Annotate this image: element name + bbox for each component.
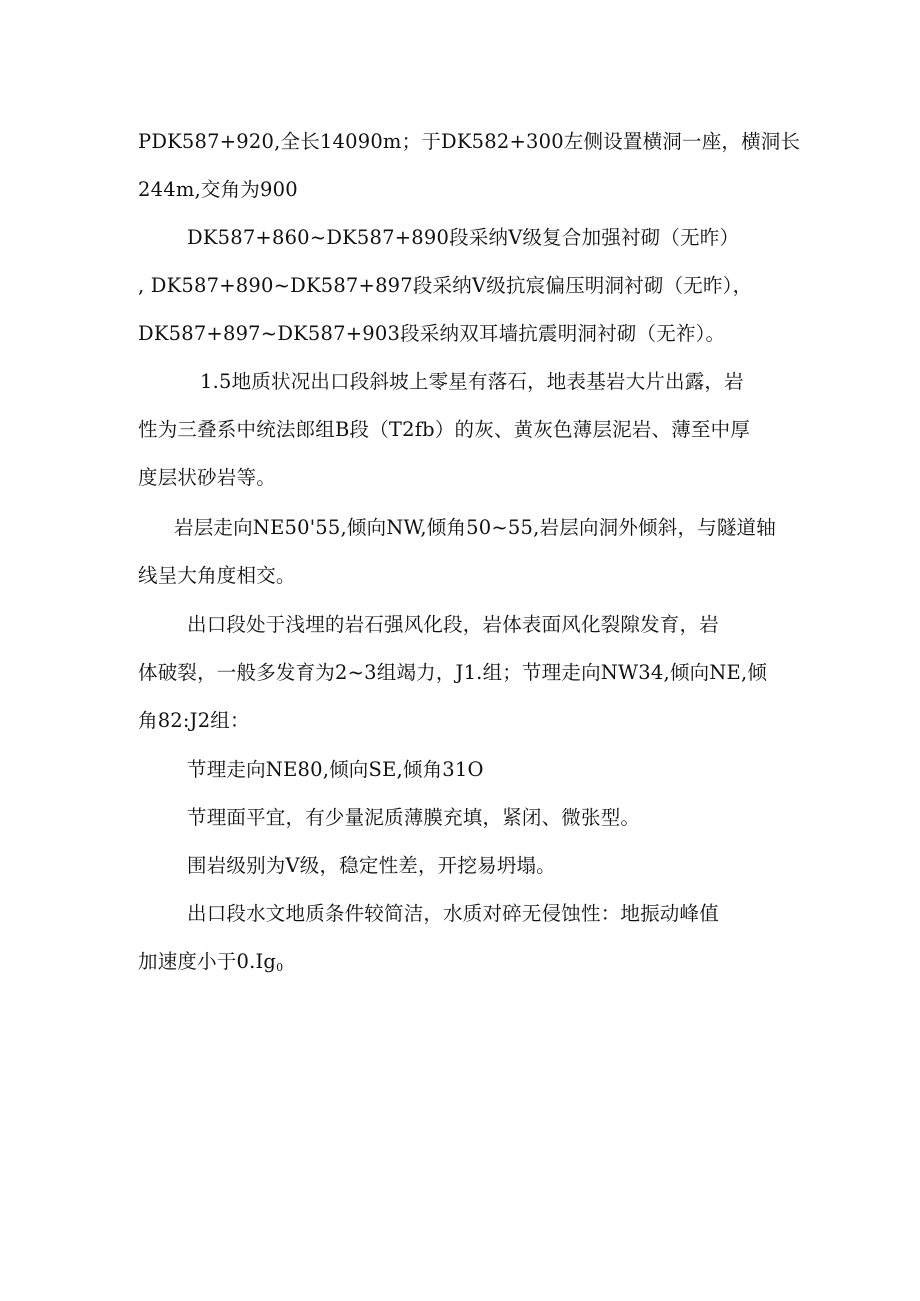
text-line-11: 出口段处于浅埋的岩石强风化段，岩体表面风化裂隙发育，岩 [187, 613, 719, 636]
text-line-18 [138, 950, 283, 980]
text-line-9: 岩层走向NE50'55,倾向NW,倾角50~55,岩层向洞外倾斜，与隧道轴 [174, 516, 776, 539]
text-line-17: 出口段水文地质条件较简洁，水质对碎无侵蚀性：地振动峰值 [187, 902, 719, 925]
text-line-3: DK587+860~DK587+890段采纳V级复合加强衬砌（无昨） [187, 226, 740, 249]
text-line-1: PDK587+920,全长14090m；于DK582+300左侧设置横洞一座，横洞长 [138, 130, 801, 153]
text-line-18-subscript: 0 [276, 961, 284, 974]
text-line-14: 节理走向NE80,倾向SE,倾角31O [187, 758, 484, 781]
text-line-18-main: 加速度小于0.Ig [138, 950, 277, 973]
text-line-8: 度层状砂岩等。 [138, 466, 276, 489]
text-line-2: 244m,交角为900 [138, 178, 298, 201]
text-line-13: 角82:J2组： [138, 709, 250, 732]
text-line-12: 体破裂，一般多发育为2~3组竭力，J1.组；节理走向NW34,倾向NE,倾 [138, 661, 768, 684]
text-line-4: , DK587+890~DK587+897段采纳V级抗宸偏压明洞衬砌（无昨）， [138, 274, 753, 297]
text-line-6: 1.5地质状况出口段斜坡上零星有落石，地表基岩大片出露，岩 [200, 370, 744, 393]
text-line-7: 性为三叠系中统法郎组B段（T2fb）的灰、黄灰色薄层泥岩、薄至中厚 [138, 418, 751, 441]
text-line-5: DK587+897~DK587+903段采纳双耳墙抗震明洞衬砌（无祚）。 [138, 322, 726, 345]
text-line-16: 围岩级别为V级，稳定性差，开挖易坍塌。 [187, 854, 556, 877]
text-line-10: 线呈大角度相交。 [138, 564, 296, 587]
text-line-15: 节理面平宜，有少量泥质薄膜充填，紧闭、微张型。 [187, 806, 641, 829]
